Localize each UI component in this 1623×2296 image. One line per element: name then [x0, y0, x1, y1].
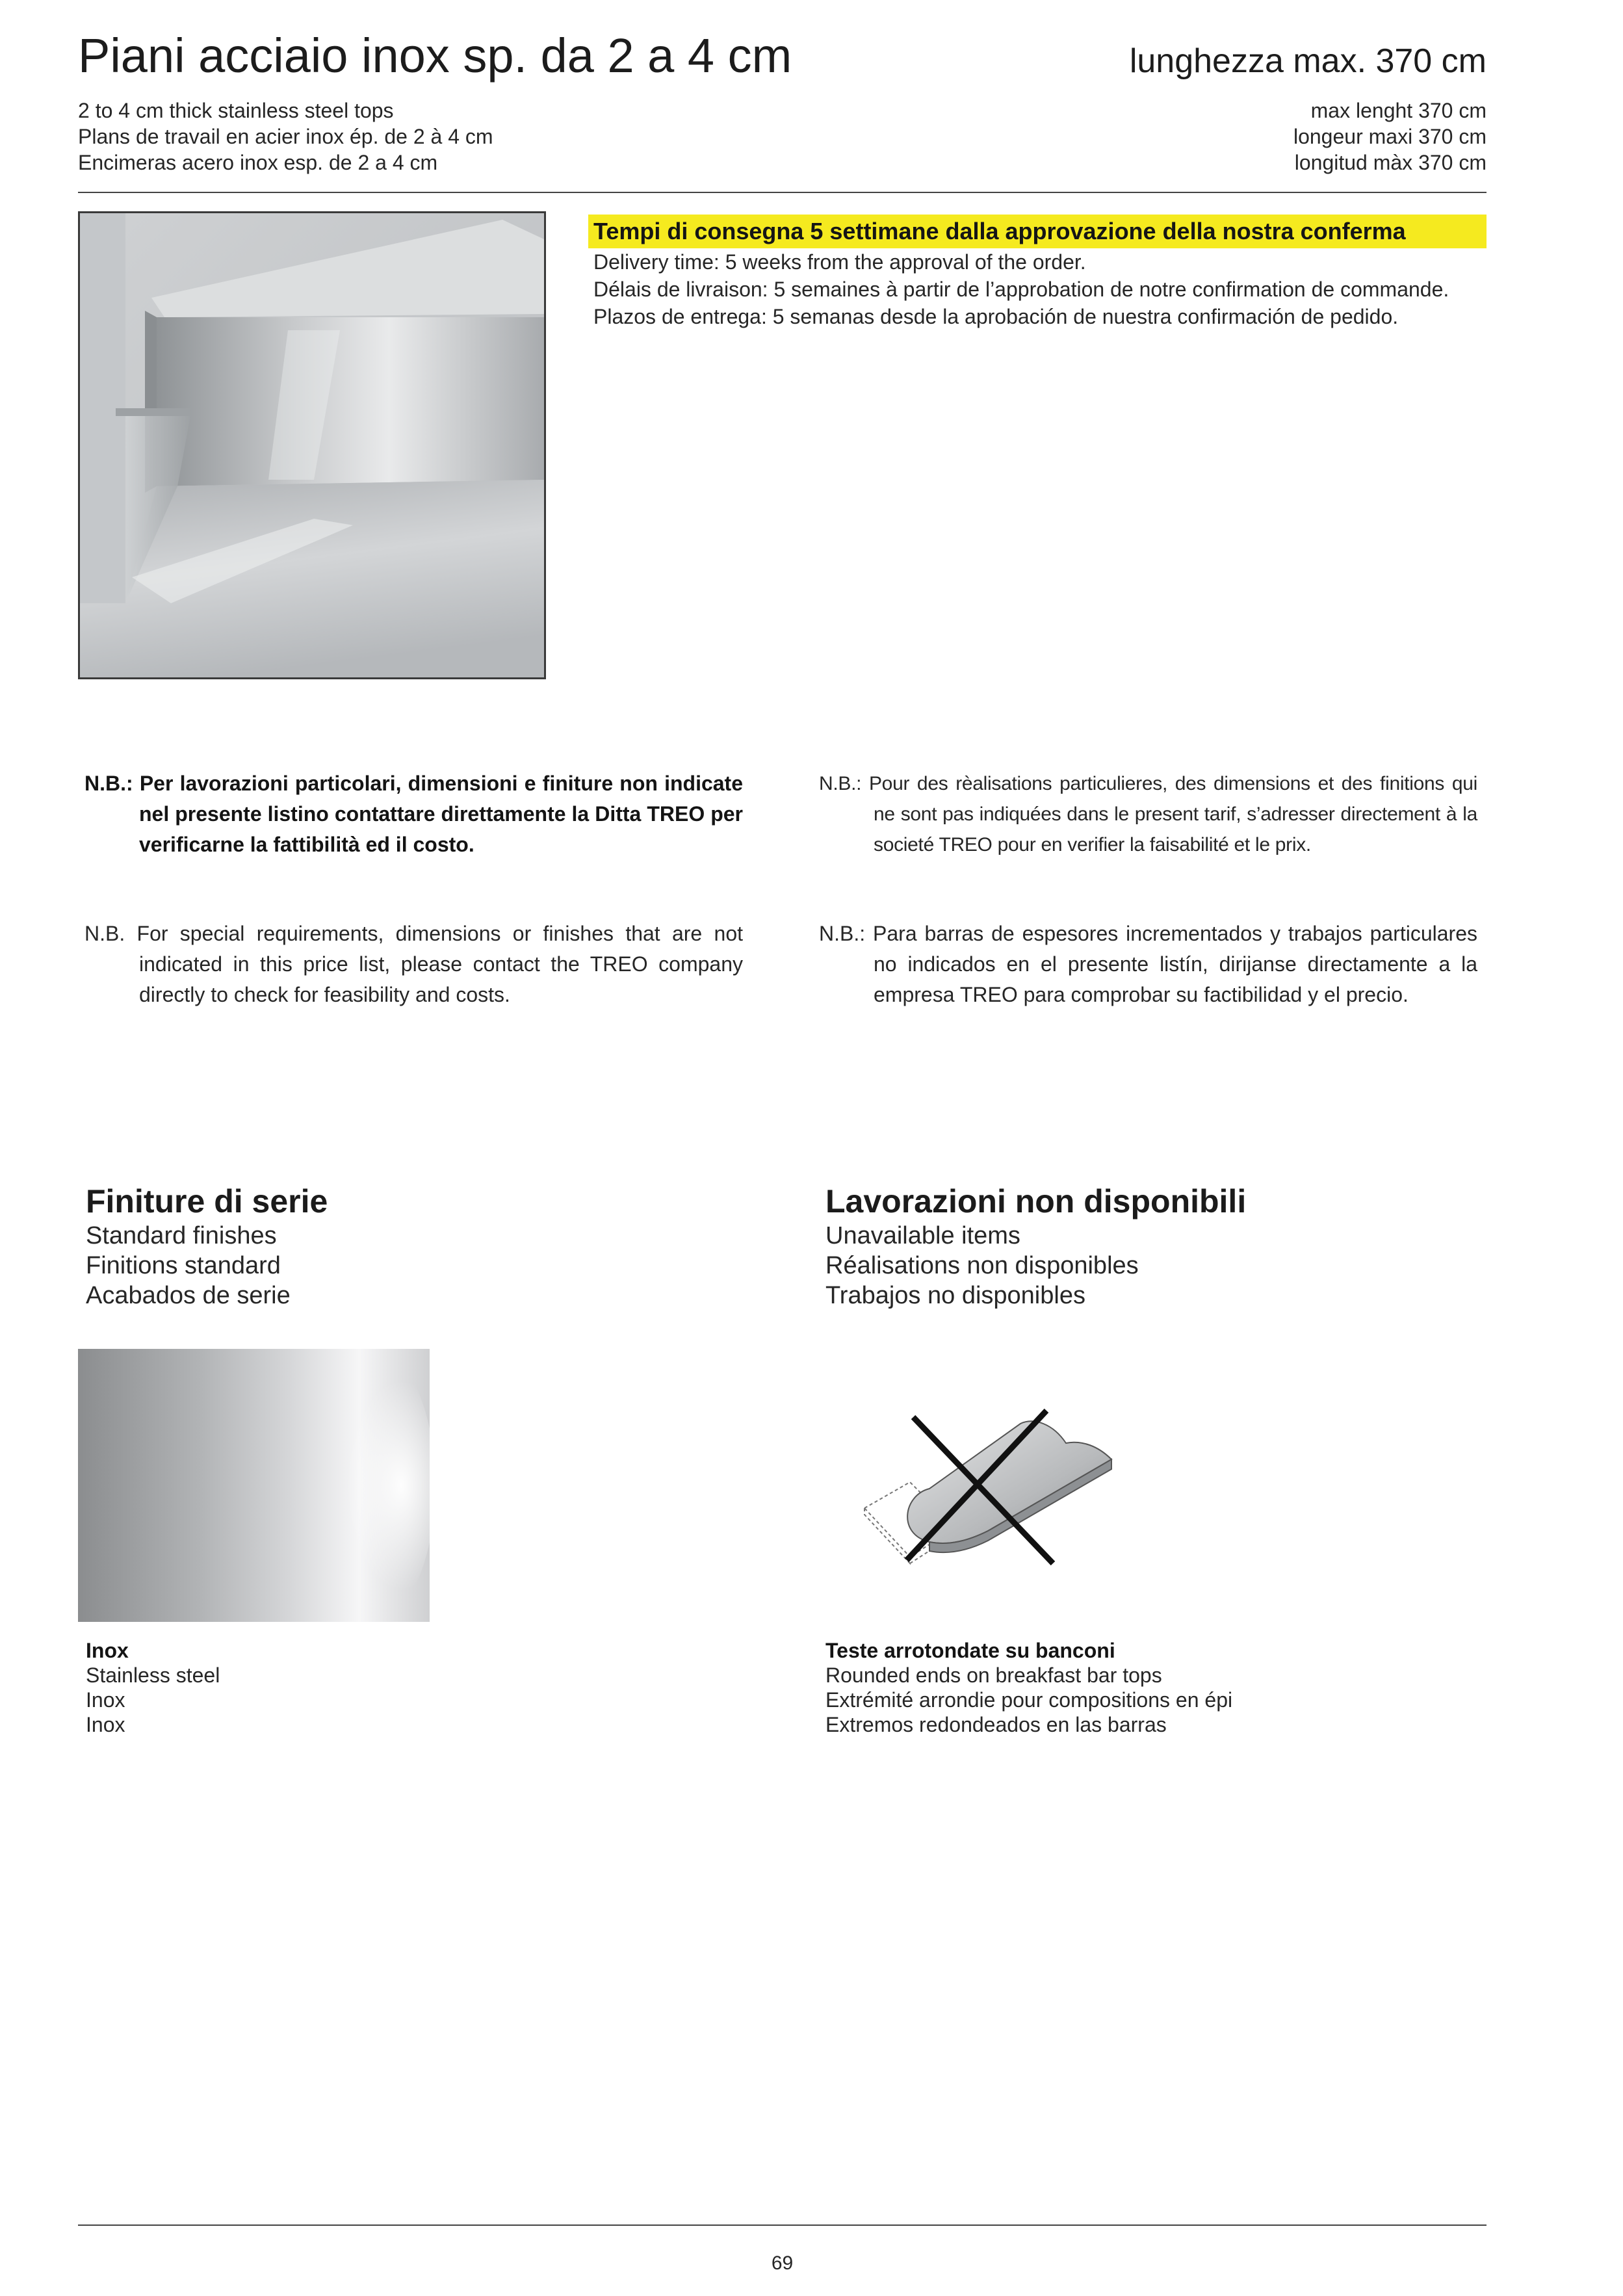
- delivery-line-es: Plazos de entrega: 5 semanas desde la aprobación de nuestra confirmación de pedido.: [593, 305, 1399, 328]
- subtitle-en: 2 to 4 cm thick stainless steel tops: [78, 99, 394, 122]
- note-english: [84, 919, 743, 1010]
- finishes-subtitle-es: Acabados de serie: [86, 1282, 291, 1309]
- rounded-ends-caption-en: Rounded ends on breakfast bar tops: [825, 1663, 1162, 1687]
- max-length-es: longitud màx 370 cm: [1294, 151, 1487, 174]
- rounded-ends-caption: [825, 1638, 1232, 1737]
- rounded-ends-caption-es: Extremos redondeados en las barras: [825, 1713, 1167, 1736]
- note-spanish: [819, 919, 1477, 1010]
- unavailable-subtitle-fr: Réalisations non disponibles: [825, 1252, 1139, 1279]
- note-italian-text: N.B.: Per lavorazioni particolari, dimensioni e finiture non indicate nel presente listino contattare direttamente la Ditta TREO per verificarne la fattibilità ed il costo.: [84, 772, 743, 856]
- subtitle-fr: Plans de travail en acier inox ép. de 2 à 4 cm: [78, 125, 493, 148]
- note-french: [819, 768, 1477, 860]
- unavailable-title: Lavorazioni non disponibili: [825, 1183, 1247, 1220]
- unavailable-subtitles: [825, 1221, 1139, 1311]
- subtitle-list-left: [78, 98, 493, 176]
- max-length-en: max lenght 370 cm: [1310, 99, 1487, 122]
- rounded-ends-caption-title: Teste arrotondate su banconi: [825, 1639, 1115, 1662]
- inox-finish-swatch: [78, 1349, 430, 1622]
- product-photo: [78, 211, 546, 679]
- note-italian: [84, 768, 743, 860]
- header-divider: [78, 192, 1487, 193]
- rounded-ends-caption-fr: Extrémité arrondie pour compositions en épi: [825, 1688, 1233, 1712]
- delivery-info: [588, 215, 1487, 330]
- inox-caption-fr: Inox: [86, 1688, 125, 1712]
- delivery-highlight: Tempi di consegna 5 settimane dalla approvazione della nostra conferma: [588, 215, 1487, 248]
- finishes-subtitles: [86, 1221, 291, 1311]
- page-title: Piani acciaio inox sp. da 2 a 4 cm: [78, 29, 792, 83]
- delivery-line-en: Delivery time: 5 weeks from the approval of the order.: [593, 250, 1086, 274]
- note-english-text: N.B. For special requirements, dimensions or finishes that are not indicated in this price list, please contact the TREO company directly to check for feasibility and costs.: [84, 922, 743, 1006]
- finishes-subtitle-fr: Finitions standard: [86, 1252, 281, 1279]
- inox-caption-title: Inox: [86, 1639, 129, 1662]
- subtitle-es: Encimeras acero inox esp. de 2 a 4 cm: [78, 151, 438, 174]
- finishes-title: Finiture di serie: [86, 1183, 328, 1220]
- unavailable-subtitle-es: Trabajos no disponibles: [825, 1282, 1085, 1309]
- delivery-line-fr: Délais de livraison: 5 semaines à partir de l’approbation de notre confirmation de commande.: [593, 278, 1449, 301]
- note-french-text: N.B.: Pour des rèalisations particulieres, des dimensions et des finitions qui ne sont pas indiquées dans le present tarif, s’adresser directement à la societé TREO pour en verifier la faisabilité et le prix.: [819, 773, 1477, 855]
- inox-caption: [86, 1638, 220, 1737]
- unavailable-subtitle-en: Unavailable items: [825, 1222, 1020, 1249]
- inox-caption-en: Stainless steel: [86, 1663, 220, 1687]
- rounded-end-crossed-out-illustration: [858, 1398, 1124, 1567]
- max-length-fr: longeur maxi 370 cm: [1293, 125, 1487, 148]
- max-length-label: lunghezza max. 370 cm: [1129, 42, 1487, 80]
- finishes-subtitle-en: Standard finishes: [86, 1222, 277, 1249]
- subtitle-list-right: [1293, 98, 1487, 176]
- note-spanish-text: N.B.: Para barras de espesores incrementados y trabajos particulares no indicados en el presente listín, dirĳanse directamente a la empresa TREO para comprobar su factibilidad y el precio.: [819, 922, 1477, 1006]
- inox-caption-es: Inox: [86, 1713, 125, 1736]
- page-number: 69: [771, 2252, 794, 2274]
- footer-divider: [78, 2224, 1487, 2226]
